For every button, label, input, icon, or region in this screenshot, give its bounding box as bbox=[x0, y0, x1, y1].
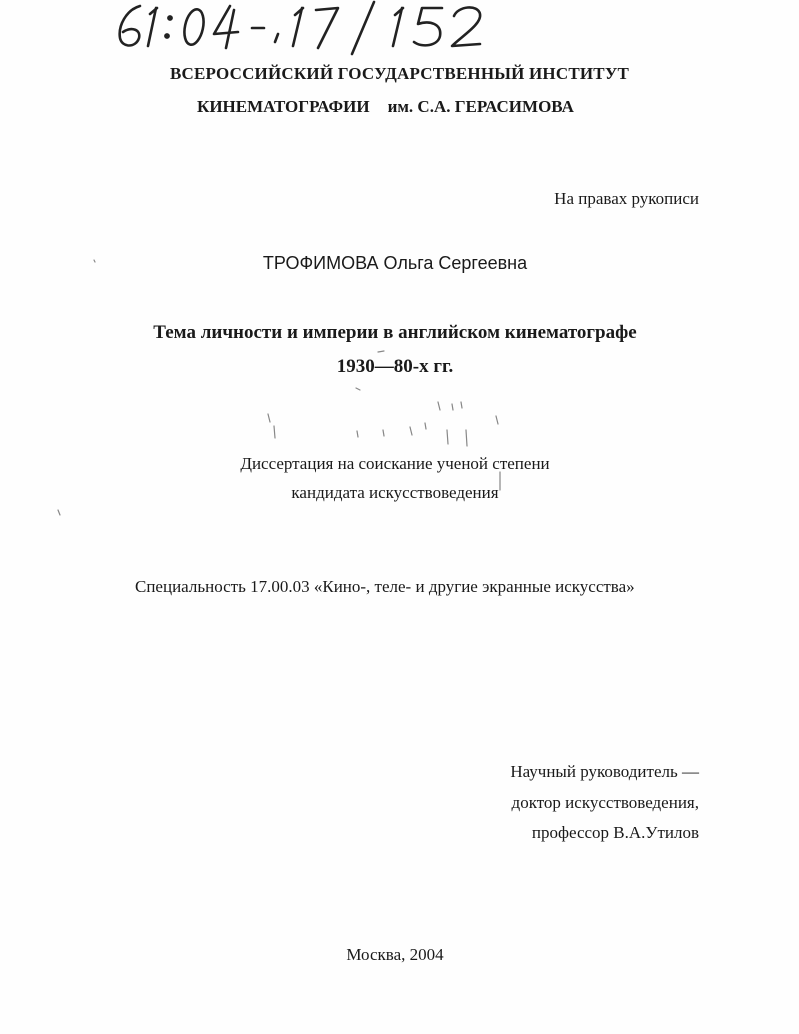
advisor-name: профессор В.А.Утилов bbox=[531, 823, 699, 842]
dissertation-title-line-2: 1930—80-х гг. bbox=[336, 356, 454, 377]
degree-line-1: Диссертация на соискание ученой степени bbox=[240, 454, 550, 473]
handwritten-archive-number bbox=[112, 0, 502, 56]
advisor-role: Научный руководитель — bbox=[510, 762, 699, 781]
dissertation-title-line-1: Тема личности и империи в английском кинематографе bbox=[153, 322, 637, 343]
specialty-line: Специальность 17.00.03 «Кино-, теле- и другие экранные искусства» bbox=[135, 577, 635, 596]
place-and-year: Москва, 2004 bbox=[346, 945, 444, 964]
author-name: ТРОФИМОВА Ольга Сергеевна bbox=[262, 253, 528, 273]
institution-line-2 bbox=[197, 97, 574, 117]
rights-note: На правах рукописи bbox=[554, 189, 699, 208]
degree-line-2: кандидата искусствоведения bbox=[291, 483, 499, 502]
institution-name-honorific: им. С.А. ГЕРАСИМОВА bbox=[387, 97, 574, 116]
advisor-degree: доктор искусствоведения, bbox=[511, 793, 699, 812]
institution-name-part: КИНЕМАТОГРАФИИ bbox=[197, 97, 370, 116]
institution-line-1: ВСЕРОССИЙСКИЙ ГОСУДАРСТВЕННЫЙ ИНСТИТУТ bbox=[169, 64, 630, 83]
